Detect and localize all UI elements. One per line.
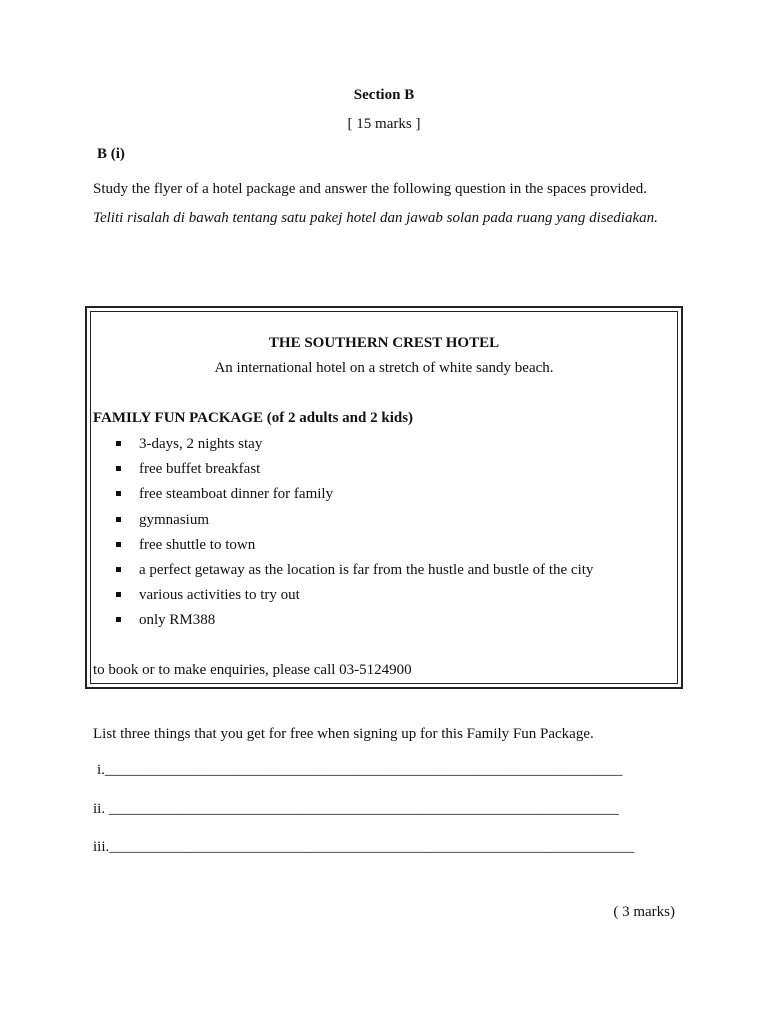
feature-text: only RM388 <box>139 612 216 629</box>
feature-item <box>116 611 593 636</box>
question-marks: ( 3 marks) <box>613 904 675 920</box>
section-title: Section B <box>353 87 415 103</box>
feature-list <box>116 435 593 637</box>
feature-text: a perfect getaway as the location is far from the hustle and bustle of the city <box>139 561 594 578</box>
feature-text: free steamboat dinner for family <box>139 486 334 503</box>
part-label: B (i) <box>97 146 125 162</box>
bullet-square-icon <box>116 517 121 522</box>
package-title: FAMILY FUN PACKAGE (of 2 adults and 2 kids) <box>93 410 414 426</box>
answer-line-3[interactable]: iii.______________________________________________________________________ <box>93 839 635 855</box>
bullet-square-icon <box>116 617 121 622</box>
feature-text: 3-days, 2 nights stay <box>139 436 263 452</box>
instruction-english: Study the flyer of a hotel package and answer the following question in the spaces provided. <box>93 181 648 197</box>
hotel-name: THE SOUTHERN CREST HOTEL <box>268 335 500 351</box>
bullet-square-icon <box>116 567 121 572</box>
bullet-square-icon <box>116 542 121 547</box>
feature-item <box>116 536 593 561</box>
feature-text: gymnasium <box>139 511 209 528</box>
bullet-square-icon <box>116 592 121 597</box>
feature-item <box>116 561 593 586</box>
feature-item <box>116 485 593 510</box>
bullet-square-icon <box>116 441 121 446</box>
feature-item <box>116 511 593 536</box>
question-text: List three things that you get for free when signing up for this Family Fun Package. <box>93 726 594 742</box>
feature-text: free shuttle to town <box>139 536 256 553</box>
hotel-tagline: An international hotel on a stretch of white sandy beach. <box>214 360 554 376</box>
total-marks: [ 15 marks ] <box>347 116 421 132</box>
feature-item <box>116 435 593 460</box>
bullet-square-icon <box>116 466 121 471</box>
contact-info: to book or to make enquiries, please call 03-5124900 <box>93 662 412 678</box>
bullet-square-icon <box>116 491 121 496</box>
feature-text: various activities to try out <box>139 587 300 604</box>
instruction-malay: Teliti risalah di bawah tentang satu pakej hotel dan jawab solan pada ruang yang disediakan. <box>93 210 658 226</box>
answer-line-2[interactable]: ii. ____________________________________________________________________ <box>93 801 619 817</box>
answer-line-1[interactable]: i._____________________________________________________________________ <box>97 762 623 778</box>
feature-text: free buffet breakfast <box>139 461 261 478</box>
feature-item <box>116 586 593 611</box>
feature-item <box>116 460 593 485</box>
